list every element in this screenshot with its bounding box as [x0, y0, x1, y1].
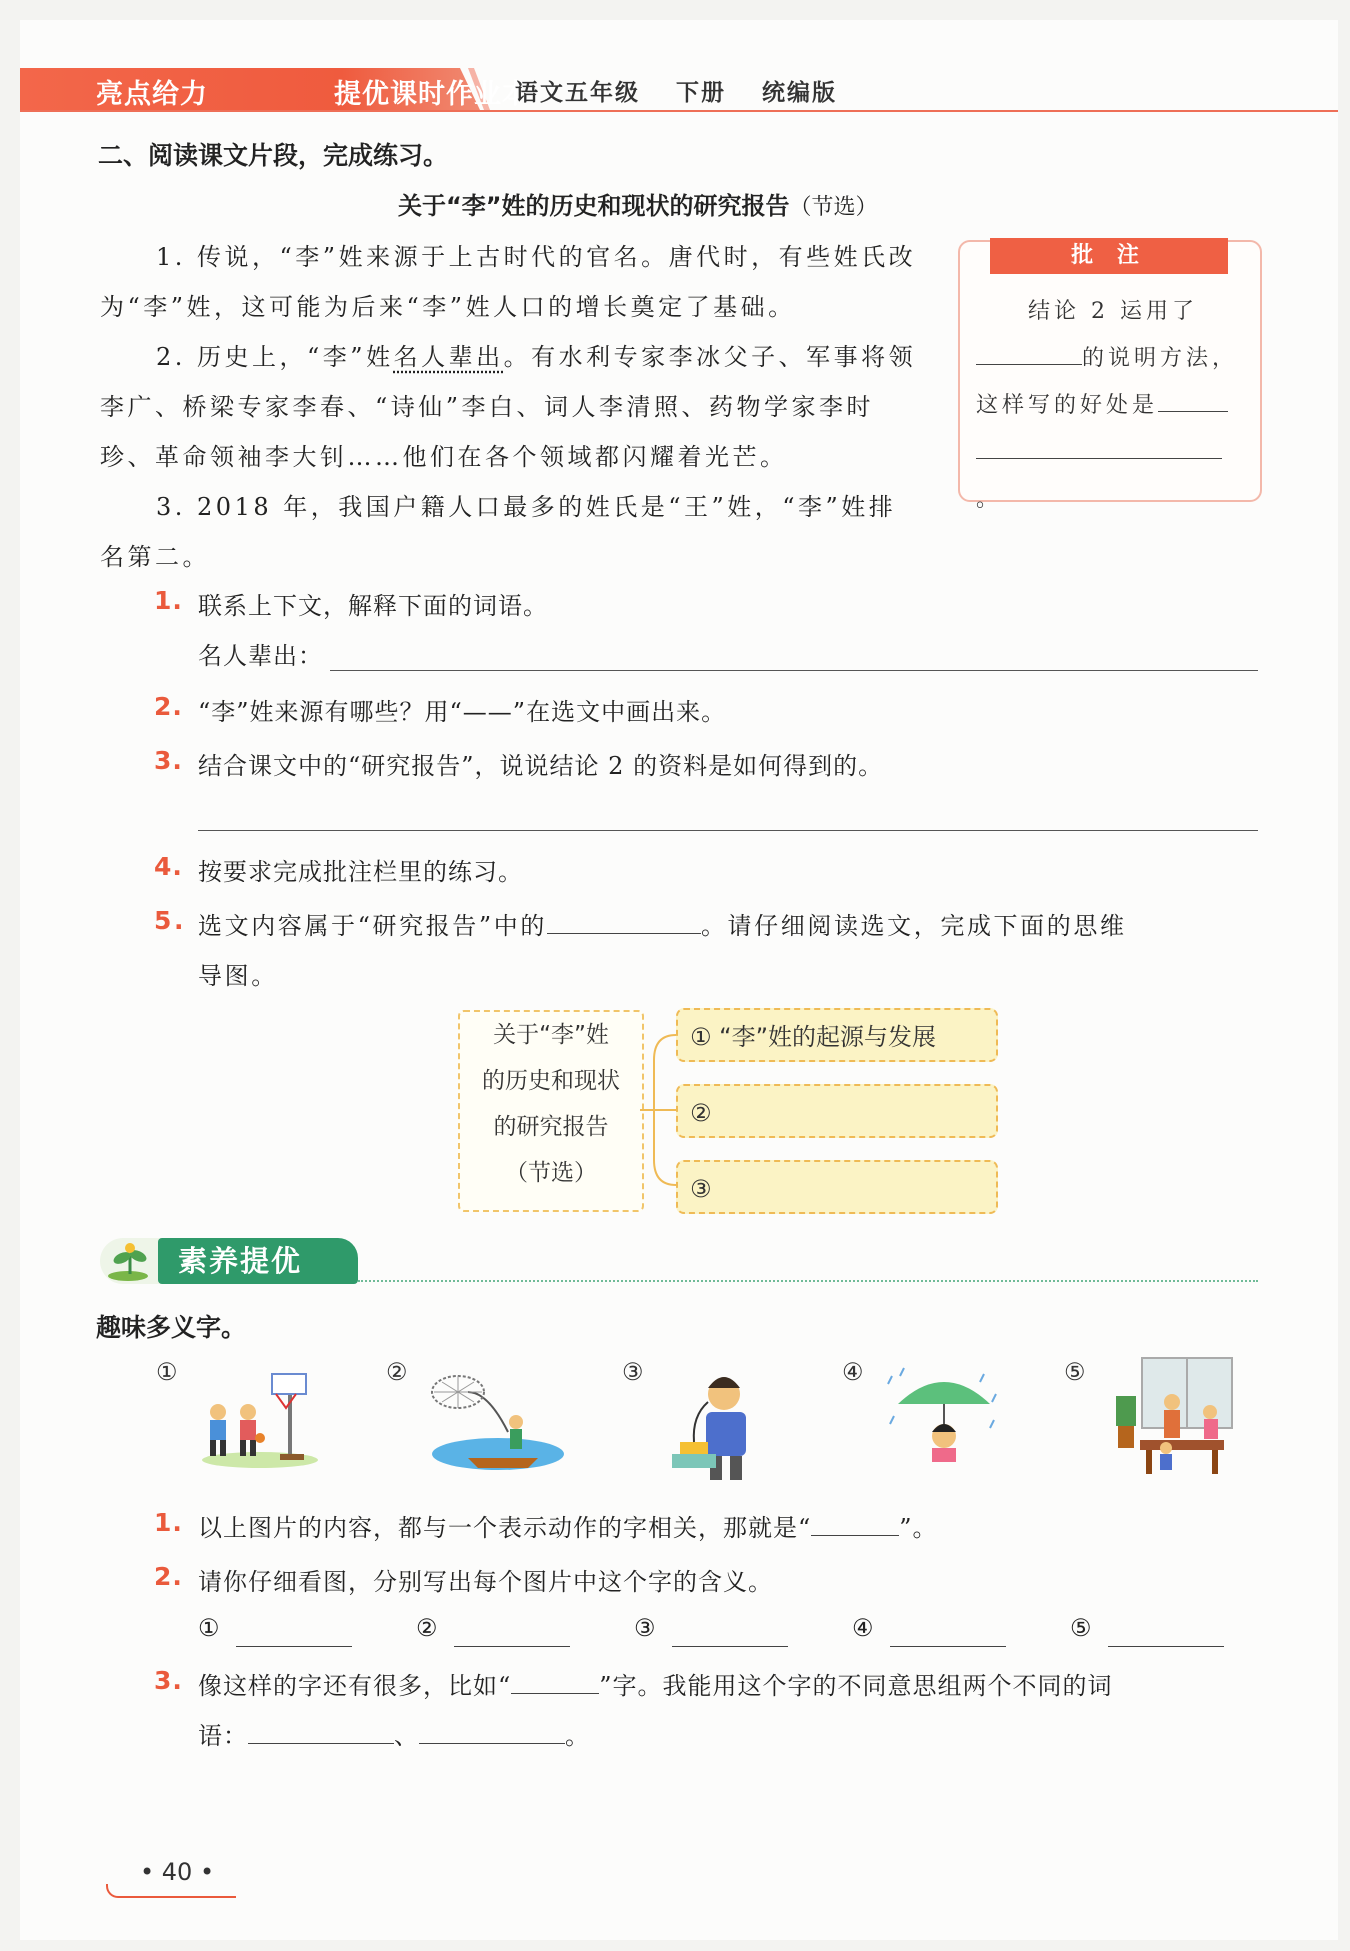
picture-number: ③: [622, 1358, 644, 1386]
book-volume: 下册: [676, 80, 727, 106]
report-part-blank[interactable]: [547, 911, 701, 934]
term-label: 名人辈出：: [198, 642, 323, 670]
mindmap-root-line: 关于“李”姓: [493, 1022, 609, 1048]
question-number: 5.: [154, 906, 187, 935]
annotation-line-3-text: 这样写的好处是: [976, 393, 1159, 418]
meaning-blank-5[interactable]: [1108, 1624, 1224, 1647]
q1-text-b: ”。: [899, 1514, 938, 1542]
report-title-text: 关于“李”姓的历史和现状的研究报告: [398, 192, 790, 220]
q3-separator: 、: [394, 1722, 419, 1750]
book-info: [515, 74, 863, 107]
question-text: [198, 1666, 1113, 1701]
page-header: [20, 68, 1338, 110]
annotation-body: [976, 288, 1246, 523]
mindmap-branch-2[interactable]: ②: [676, 1084, 998, 1138]
q3-end: 。: [565, 1722, 590, 1750]
question-number: 1.: [154, 1508, 183, 1537]
meaning-blank-2[interactable]: [454, 1624, 570, 1647]
section-title: 二、阅读课文片段，完成练习。: [98, 141, 449, 170]
series-name: 提优课时作业本: [334, 79, 530, 110]
question-number: 1.: [154, 586, 183, 615]
report-passage: [100, 232, 920, 582]
word-blank-2[interactable]: [419, 1721, 565, 1744]
q3-text-b: ”字。我能用这个字的不同意思组两个不同的词: [599, 1672, 1113, 1700]
mindmap-root-line: （节选）: [505, 1160, 597, 1186]
q3-text-c: 语：: [198, 1722, 248, 1750]
picture-number: ①: [156, 1358, 178, 1386]
meaning-mark: ④: [852, 1614, 874, 1642]
meaning-blank-1[interactable]: [236, 1624, 352, 1647]
question-text: 请你仔细看图，分别写出每个图片中这个字的含义。: [198, 1568, 773, 1596]
question-number: 2.: [154, 692, 183, 721]
annotation-line-4: [976, 429, 1246, 523]
benefit-blank-b[interactable]: [976, 436, 1222, 459]
passage-para-3: 3. 2018 年，我国户籍人口最多的姓氏是“王”姓，“李”姓排名第二。: [100, 493, 897, 571]
annotation-line-1: 结论 2 运用了: [1028, 299, 1198, 324]
annotation-line-2: [976, 335, 1246, 382]
question-text: 联系上下文，解释下面的词语。: [198, 592, 548, 620]
emphasized-phrase: 名人辈出: [393, 343, 504, 371]
q1-text-a: 以上图片的内容，都与一个表示动作的字相关，那就是“: [198, 1514, 812, 1542]
sprout-icon: [100, 1238, 162, 1284]
example-char-blank[interactable]: [511, 1671, 599, 1694]
mindmap-brace: [640, 1010, 680, 1210]
picture-number: ②: [386, 1358, 408, 1386]
fishing-net-picture: [428, 1362, 568, 1472]
action-word-blank[interactable]: [811, 1513, 899, 1536]
extension-banner: [100, 1238, 358, 1284]
answer-line-q3[interactable]: [198, 830, 1258, 831]
meaning-mark: ①: [198, 1614, 220, 1642]
question-number: 2.: [154, 1562, 183, 1591]
benefit-blank-a[interactable]: [1158, 389, 1228, 412]
annotation-tag: 批 注: [990, 238, 1228, 274]
picture-number: ⑤: [1064, 1358, 1086, 1386]
book-subject: 语文五年级: [515, 80, 640, 106]
mindmap-root-line: 的历史和现状: [482, 1068, 620, 1094]
meaning-blank-3[interactable]: [672, 1624, 788, 1647]
mindmap-root: [458, 1010, 644, 1212]
brand-text: [96, 72, 530, 111]
word-blank-1[interactable]: [248, 1721, 394, 1744]
basketball-picture: [198, 1368, 322, 1468]
question-text: 结合课文中的“研究报告”，说说结论 2 的资料是如何得到的。: [198, 752, 884, 780]
question-text: [198, 1508, 938, 1543]
extension-title: 趣味多义字。: [96, 1313, 247, 1342]
dotted-divider: [358, 1280, 1258, 1282]
para2-rest: 。有水利专家李冰父子、军事将领李广、桥梁专家李春、“诗仙”李白、词人李清照、药物学家李时珍、革命领袖李大钊……他们在各个领域都闪耀着光芒。: [100, 343, 917, 471]
page-number-decoration: [106, 1884, 236, 1898]
passage-para-1: 1. 传说，“李”姓来源于上古时代的官名。唐代时，有些姓氏改为“李”姓，这可能为后来“李”姓人口的增长奠定了基础。: [100, 243, 917, 321]
passage-para-2: [100, 332, 920, 482]
annotation-end: 。: [976, 487, 1003, 512]
question-number: 3.: [154, 746, 183, 775]
phone-call-picture: [664, 1366, 776, 1484]
question-text: “李”姓来源有哪些？用“——”在选文中画出来。: [198, 698, 727, 726]
question-number: 3.: [154, 1666, 183, 1695]
meaning-mark: ②: [416, 1614, 438, 1642]
annotation-box: [958, 240, 1262, 512]
picture-number: ④: [842, 1358, 864, 1386]
header-rule: [20, 110, 1338, 112]
meaning-mark: ⑤: [1070, 1614, 1092, 1642]
mindmap-root-line: 的研究报告: [493, 1114, 609, 1140]
answer-line-q1[interactable]: [330, 670, 1258, 671]
q3-line-2: [198, 1716, 590, 1751]
brand-name: 亮点给力: [96, 79, 208, 110]
question-text: [198, 906, 1127, 941]
question-number: 4.: [154, 852, 183, 881]
book-edition: 统编版: [762, 80, 838, 106]
family-table-picture: [1106, 1356, 1244, 1478]
meaning-mark: ③: [634, 1614, 656, 1642]
annotation-line-3: [976, 382, 1246, 429]
extension-banner-label: 素养提优: [158, 1238, 358, 1284]
meaning-blank-4[interactable]: [890, 1624, 1006, 1647]
q5-text-c: 导图。: [198, 962, 278, 990]
para2-start: 2. 历史上，“李”姓: [156, 343, 394, 371]
report-title: [398, 186, 878, 221]
mindmap-branch-3[interactable]: ③: [676, 1160, 998, 1214]
mindmap-branch-1: ① “李”姓的起源与发展: [676, 1008, 998, 1062]
q3-text-a: 像这样的字还有很多，比如“: [198, 1672, 512, 1700]
q5-text-b: 。请仔细阅读选文，完成下面的思维: [700, 912, 1127, 940]
method-blank[interactable]: [976, 342, 1082, 365]
umbrella-rain-picture: [884, 1364, 1004, 1464]
annotation-line-2-text: 的说明方法，: [1082, 346, 1239, 371]
page-number: • 40 •: [140, 1858, 215, 1886]
question-text: 按要求完成批注栏里的练习。: [198, 858, 523, 886]
q5-text-a: 选文内容属于“研究报告”中的: [198, 912, 547, 940]
report-title-note: （节选）: [789, 195, 878, 220]
